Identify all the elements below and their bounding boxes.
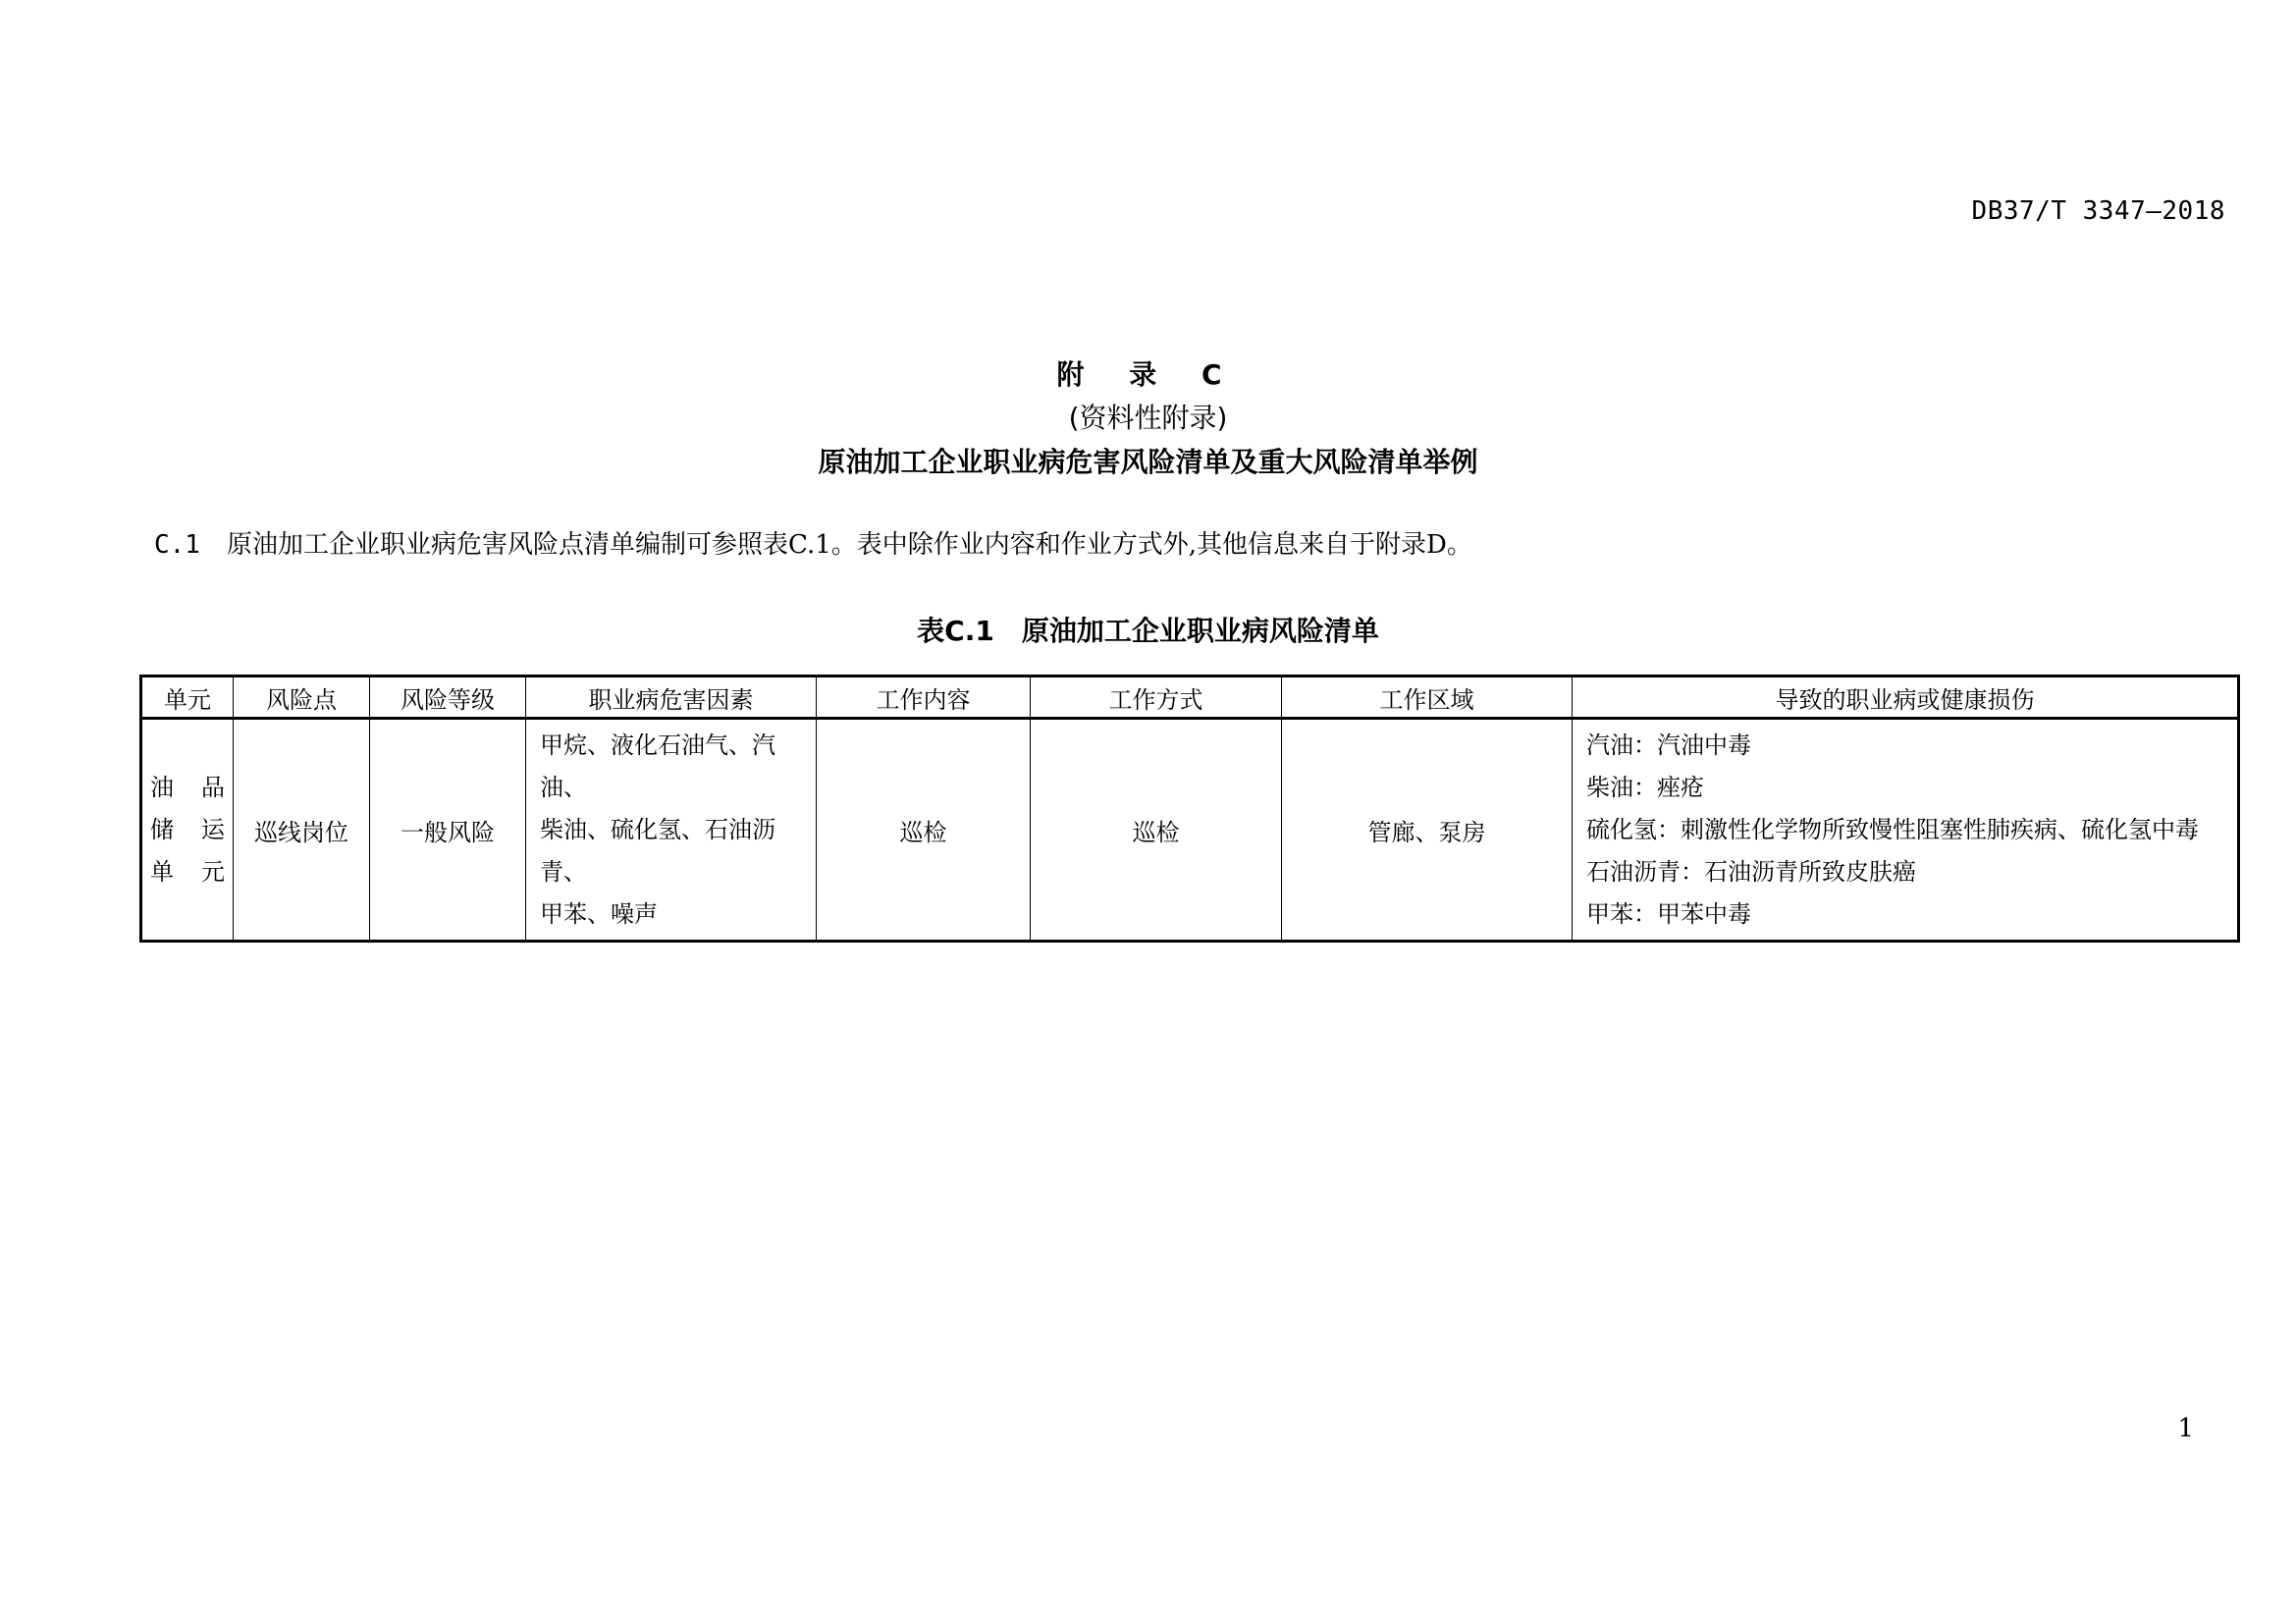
appendix-subtitle: (资料性附录) [1068, 402, 1228, 434]
appendix-heading: 原油加工企业职业病危害风险清单及重大风险清单举例 [818, 446, 1478, 478]
clause-c1 [154, 524, 1472, 561]
document-code: DB37/T 3347—2018 [1971, 196, 2225, 226]
table-caption-number: 表C.1 [917, 615, 994, 647]
effect-line: 硫化氢：刺激性化学物所致慢性阻塞性肺疾病、硫化氢中毒 [1586, 815, 2199, 843]
header-unit: 单元 [141, 676, 234, 719]
header-risk-point: 风险点 [234, 676, 370, 719]
header-risk-level: 风险等级 [370, 676, 526, 719]
cell-health-effects [1573, 719, 2239, 942]
appendix-title: 附 录 C [1056, 358, 1240, 391]
header-work-area: 工作区域 [1282, 676, 1573, 719]
header-health-effects: 导致的职业病或健康损伤 [1573, 676, 2239, 719]
table-caption-text: 原油加工企业职业病风险清单 [1021, 615, 1379, 647]
effect-line: 柴油：痤疮 [1586, 773, 1704, 801]
cell-risk-point: 巡线岗位 [234, 719, 370, 942]
cell-unit: 油 品 储 运 单 元 [141, 719, 234, 942]
cell-work-method: 巡检 [1031, 719, 1282, 942]
effect-line: 汽油：汽油中毒 [1586, 730, 1751, 759]
effect-line: 甲苯：甲苯中毒 [1586, 899, 1751, 928]
table-header-row [141, 676, 2239, 719]
clause-text: 原油加工企业职业病危害风险点清单编制可参照表C.1。表中除作业内容和作业方式外,其他信息来自于附录D。 [227, 530, 1472, 560]
cell-hazard-factors: 甲烷、液化石油气、汽油、 柴油、硫化氢、石油沥青、 甲苯、噪声 [526, 719, 817, 942]
clause-number: C.1 [154, 530, 200, 560]
page-number: 1 [2177, 1414, 2194, 1443]
appendix-header [0, 353, 2296, 485]
cell-risk-level: 一般风险 [370, 719, 526, 942]
risk-table [139, 675, 2240, 943]
cell-work-area: 管廊、泵房 [1282, 719, 1573, 942]
effect-line: 石油沥青：石油沥青所致皮肤癌 [1586, 857, 1916, 886]
header-work-method: 工作方式 [1031, 676, 1282, 719]
header-work-content: 工作内容 [817, 676, 1031, 719]
header-hazard-factors: 职业病危害因素 [526, 676, 817, 719]
table-row [141, 719, 2239, 942]
table-caption [0, 610, 2296, 649]
cell-work-content: 巡检 [817, 719, 1031, 942]
